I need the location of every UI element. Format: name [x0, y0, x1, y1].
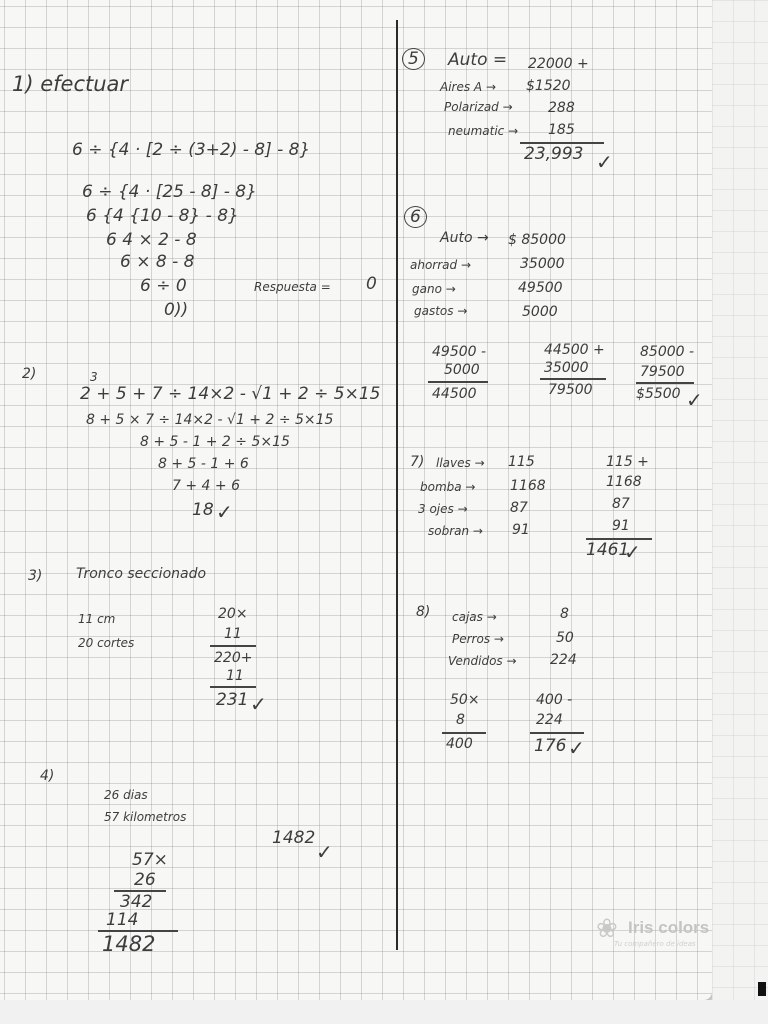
problem-7-calc-1: 115 + [606, 454, 649, 470]
problem-8-calc-b-2: 224 [536, 712, 563, 728]
problem-5-row-3-value: 288 [548, 100, 575, 116]
problem-6-label: 6 [404, 206, 427, 228]
problem-1-answer-label: Respuesta = [254, 280, 331, 294]
problem-6-calc-b-1: 44500 + [544, 342, 605, 358]
problem-2-result: 18 [192, 500, 214, 520]
problem-6-row-1-label: Auto → [440, 230, 489, 246]
problem-6-calc-a-2: 5000 [444, 362, 480, 378]
problem-4-calc-5: 1482 [102, 932, 156, 956]
problem-8-row-2-value: 50 [556, 630, 574, 646]
brand-name: Iris colors [628, 918, 710, 937]
column-divider [396, 20, 398, 950]
problem-8-row-1-value: 8 [560, 606, 569, 622]
problem-5-label: 5 [402, 48, 425, 70]
problem-7-result: 1461 [586, 540, 630, 560]
problem-5-row-1-label: Auto = [448, 50, 508, 70]
problem-4-calc-1: 57× [132, 850, 168, 870]
problem-8-row-1-label: cajas → [452, 610, 497, 624]
problem-2-check-mark: ✓ [216, 500, 233, 524]
problem-8-rule-b [530, 732, 584, 734]
problem-3-label: 3) [28, 568, 43, 584]
problem-3-info-1: 11 cm [78, 612, 116, 626]
problem-6-rule-c [636, 382, 694, 384]
problem-5-row-1-value: 22000 + [528, 56, 589, 72]
problem-2-line-3: 8 + 5 - 1 + 2 ÷ 5×15 [140, 434, 290, 450]
problem-4-calc-3: 342 [120, 892, 153, 912]
problem-8-rule-a [442, 732, 486, 734]
problem-8-row-2-label: Perros → [452, 632, 504, 646]
problem-5-row-2-value: $1520 [526, 78, 571, 94]
problem-7-calc-4: 91 [612, 518, 630, 534]
problem-1-answer-value: 0 [366, 274, 377, 294]
problem-6-calc-c-3: $5500 [636, 386, 681, 402]
bottom-strip [0, 1000, 768, 1024]
problem-6-row-3-value: 49500 [518, 280, 563, 296]
problem-6-row-2-label: ahorrad → [410, 258, 472, 272]
problem-3-rule-1 [210, 645, 256, 647]
problem-7-calc-3: 87 [612, 496, 630, 512]
problem-1-line-5: 6 × 8 - 8 [120, 252, 195, 272]
problem-1-line-2: 6 ÷ {4 · [25 - 8] - 8} [82, 182, 257, 202]
problem-6-calc-c-2: 79500 [640, 364, 685, 380]
problem-8-calc-a-2: 8 [456, 712, 465, 728]
problem-3-rule-2 [210, 686, 256, 688]
problem-3-result: 231 [216, 690, 249, 710]
problem-6-calc-a-3: 44500 [432, 386, 477, 402]
problem-8-label: 8) [416, 604, 431, 620]
problem-6-row-2-value: 35000 [520, 256, 565, 272]
problem-8-row-3-value: 224 [550, 652, 577, 668]
problem-7-label: 7) [410, 454, 425, 470]
problem-7-row-2-label: bomba → [420, 480, 476, 494]
problem-4-check-mark: ✓ [316, 840, 333, 864]
problem-1-title: 1) efectuar [12, 72, 129, 96]
problem-7-row-1-value: 115 [508, 454, 535, 470]
problem-3-info-2: 20 cortes [78, 636, 135, 650]
problem-6-row-4-label: gastos → [414, 304, 468, 318]
problem-7-row-3-label: 3 ojes → [418, 502, 468, 516]
problem-6-rule-a [428, 381, 488, 383]
problem-2-line-2: 8 + 5 × 7 ÷ 14×2 - √1 + 2 ÷ 5×15 [86, 412, 334, 428]
problem-6-calc-a-1: 49500 - [432, 344, 487, 360]
problem-6-calc-b-3: 79500 [548, 382, 593, 398]
problem-2-label: 2) [22, 366, 37, 382]
problem-1-line-4: 6 4 × 2 - 8 [106, 230, 197, 250]
next-page-edge [712, 0, 768, 1000]
problem-6-calc-c-1: 85000 - [640, 344, 695, 360]
problem-3-calc-1: 20× [218, 606, 248, 622]
problem-1-line-6: 6 ÷ 0 [140, 276, 187, 296]
problem-7-row-1-label: llaves → [436, 456, 485, 470]
iris-logo-icon: ❀ [596, 914, 618, 944]
problem-8-calc-a-1: 50× [450, 692, 480, 708]
corner-mark [758, 982, 766, 996]
problem-3-check-mark: ✓ [250, 692, 267, 716]
problem-4-calc-4: 114 [106, 910, 139, 930]
problem-2-line-1: 2 + 5 + 7 ÷ 14×2 - √1 + 2 ÷ 5×15 [80, 384, 381, 404]
brand-tagline: Tu compañero de ideas [614, 940, 696, 948]
problem-8-check-mark: ✓ [568, 736, 585, 760]
problem-6-rule-b [540, 378, 606, 380]
problem-8-calc-b-1: 400 - [536, 692, 573, 708]
problem-2-line-5: 7 + 4 + 6 [172, 478, 240, 494]
problem-7-row-2-value: 1168 [510, 478, 546, 494]
problem-6-check-mark: ✓ [686, 388, 703, 412]
problem-6-row-3-label: gano → [412, 282, 456, 296]
problem-7-check-mark: ✓ [624, 540, 641, 564]
problem-2-line-4: 8 + 5 - 1 + 6 [158, 456, 249, 472]
problem-6-row-4-value: 5000 [522, 304, 558, 320]
problem-5-row-2-label: Aires A → [440, 80, 497, 94]
problem-7-calc-2: 1168 [606, 474, 642, 490]
problem-7-row-3-value: 87 [510, 500, 528, 516]
problem-1-line-3: 6 {4 {10 - 8} - 8} [86, 206, 239, 226]
problem-1-final: 0)) [164, 300, 189, 320]
problem-6-calc-b-2: 35000 [544, 360, 589, 376]
problem-7-row-4-value: 91 [512, 522, 530, 538]
problem-3-calc-2: 11 [224, 626, 242, 642]
problem-3-calc-3: 220+ [214, 650, 253, 666]
problem-3-calc-4: 11 [226, 668, 244, 684]
problem-5-total: 23,993 [524, 144, 584, 164]
problem-4-answer: 1482 [272, 828, 316, 848]
problem-4-label: 4) [40, 768, 55, 784]
problem-6-row-1-value: $ 85000 [508, 232, 566, 248]
problem-3-title: Tronco seccionado [76, 566, 207, 582]
problem-4-info-1: 26 dias [104, 788, 148, 802]
problem-8-calc-b-3: 176 [534, 736, 567, 756]
problem-1-line-1: 6 ÷ {4 · [2 ÷ (3+2) - 8] - 8} [72, 140, 311, 160]
problem-2-exponent: 3 [90, 370, 98, 384]
problem-8-row-3-label: Vendidos → [448, 654, 517, 668]
problem-5-check-mark: ✓ [596, 150, 613, 174]
problem-4-info-2: 57 kilometros [104, 810, 187, 824]
problem-4-calc-2: 26 [134, 870, 156, 890]
problem-7-row-4-label: sobran → [428, 524, 483, 538]
problem-5-row-4-value: 185 [548, 122, 575, 138]
problem-8-calc-a-3: 400 [446, 736, 473, 752]
problem-5-row-3-label: Polarizad → [444, 100, 513, 114]
problem-5-row-4-label: neumatic → [448, 124, 519, 138]
